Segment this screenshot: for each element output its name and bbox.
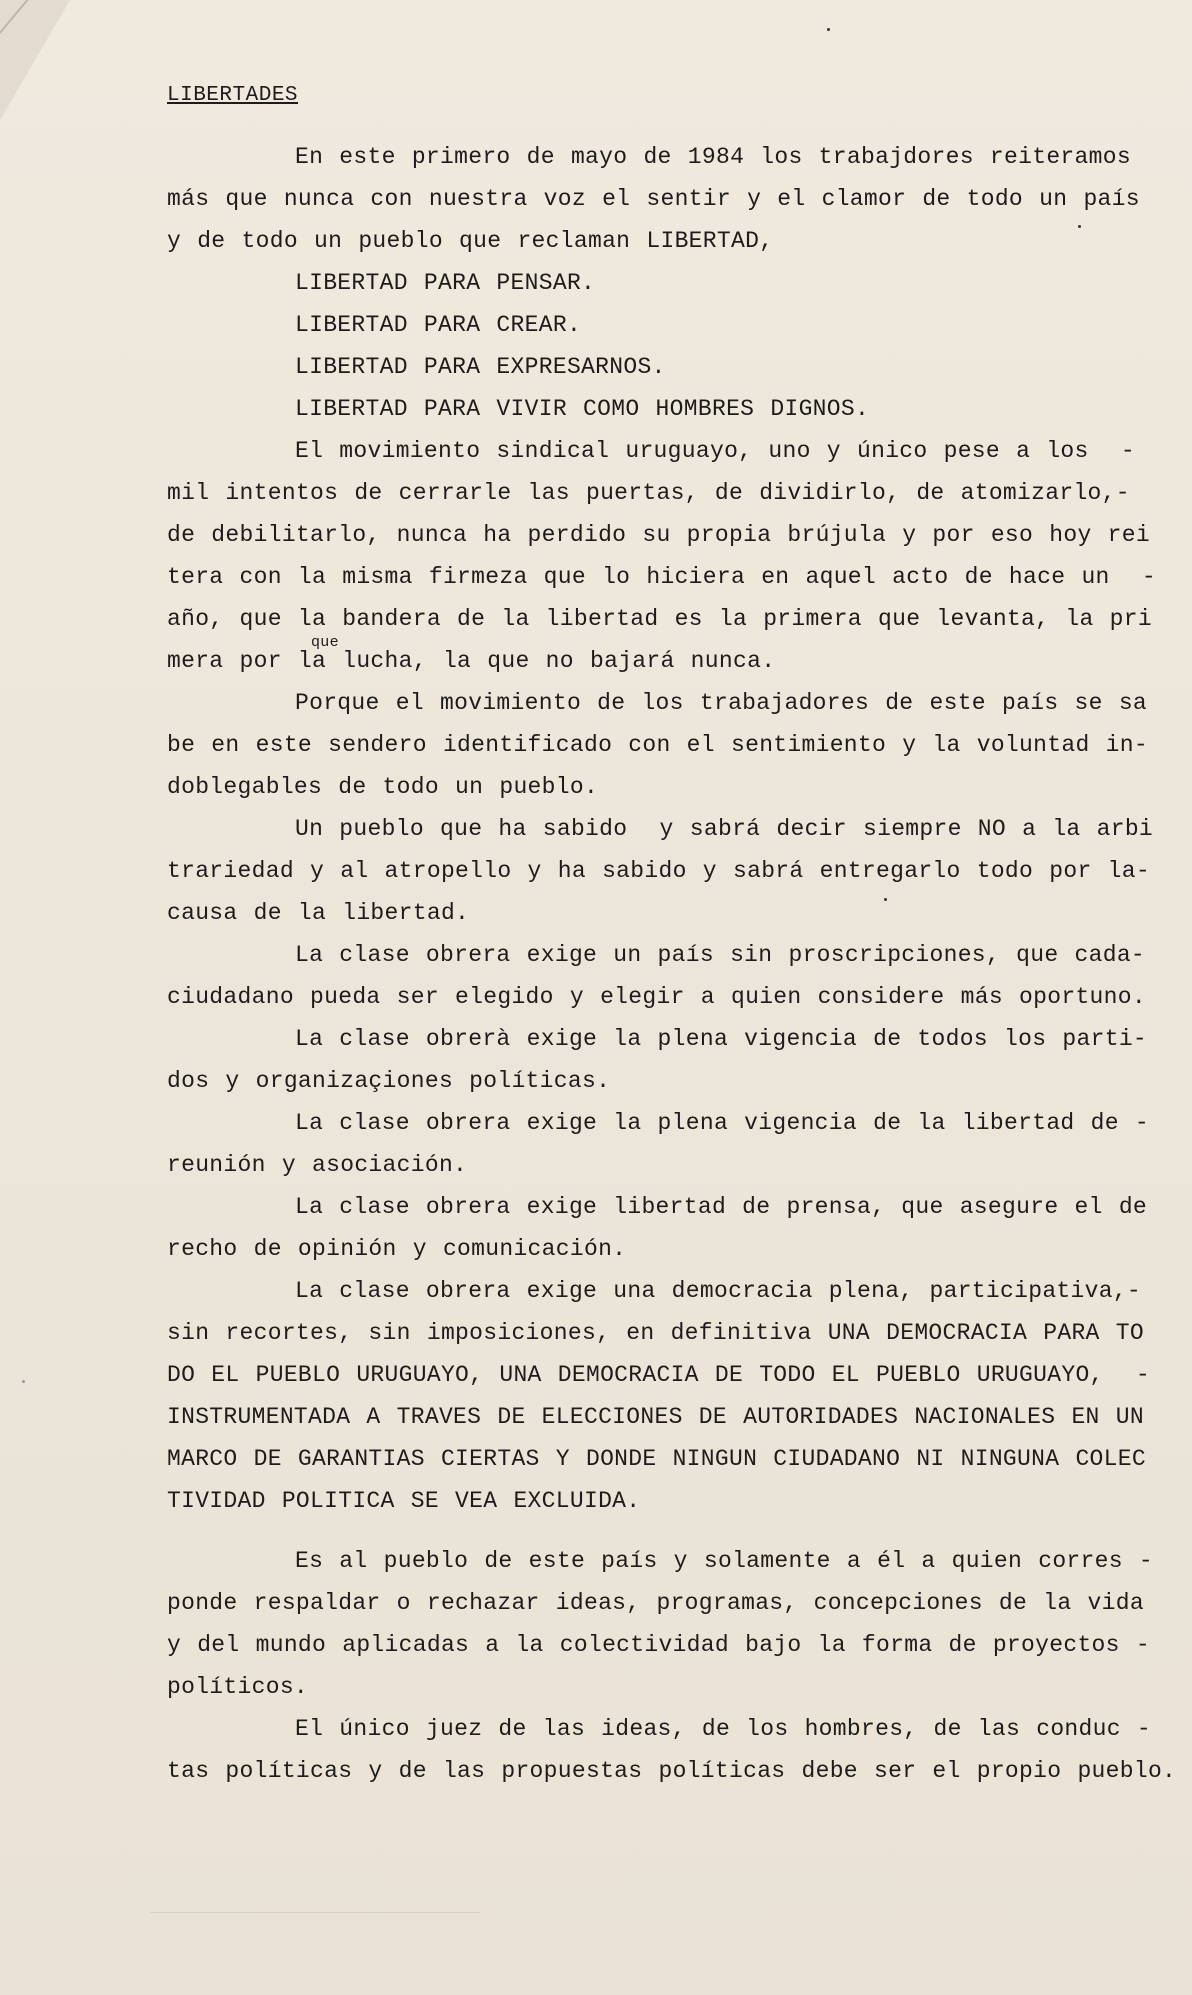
text-line: MARCO DE GARANTIAS CIERTAS Y DONDE NINGUN CIUDADANO NI NINGUNA COLEC	[167, 1446, 1146, 1472]
text-line: causa de la libertad.	[167, 900, 470, 926]
text-line: tera con la misma firmeza que lo hiciera en aquel acto de hace un -	[167, 564, 1156, 590]
text-line: doblegables de todo un pueblo.	[167, 774, 599, 800]
text-line: dos y organizaçiones políticas.	[167, 1068, 611, 1094]
text-line: TIVIDAD POLITICA SE VEA EXCLUIDA.	[167, 1488, 641, 1514]
paper-speck	[827, 28, 830, 31]
paper-speck	[884, 898, 887, 901]
text-line: En este primero de mayo de 1984 los trabajdores reiteramos	[295, 144, 1131, 170]
text-line: Un pueblo que ha sabido y sabrá decir siempre NO a la arbi	[295, 816, 1154, 842]
text-line: El movimiento sindical uruguayo, uno y único pese a los -	[295, 438, 1135, 464]
paper-speck	[1078, 225, 1081, 228]
text-line: políticos.	[167, 1674, 309, 1700]
text-line: mil intentos de cerrarle las puertas, de dividirlo, de atomizarlo,-	[167, 480, 1130, 506]
text-line: La clase obrera exige libertad de prensa, que asegure el de	[295, 1194, 1148, 1220]
text-line: mera por la lucha, la que no bajará nunca.	[167, 648, 776, 674]
text-line: ciudadano pueda ser elegido y elegir a quien considere más oportuno.	[167, 984, 1146, 1010]
text-line: La clase obrera exige una democracia plena, participativa,-	[295, 1278, 1142, 1304]
text-line: LIBERTAD PARA VIVIR COMO HOMBRES DIGNOS.	[295, 396, 870, 422]
text-line: La clase obrerà exige la plena vigencia de todos los parti-	[295, 1026, 1148, 1052]
text-line: recho de opinión y comunicación.	[167, 1236, 627, 1262]
text-line: LIBERTAD PARA PENSAR.	[295, 270, 596, 296]
text-line: INSTRUMENTADA A TRAVES DE ELECCIONES DE AUTORIDADES NACIONALES EN UN	[167, 1404, 1144, 1430]
text-line: LIBERTAD PARA EXPRESARNOS.	[295, 354, 666, 380]
paper-speck	[22, 1380, 25, 1383]
text-line: La clase obrera exige un país sin proscripciones, que cada-	[295, 942, 1146, 968]
faint-rule	[150, 1912, 480, 1913]
text-line: sin recortes, sin imposiciones, en definitiva UNA DEMOCRACIA PARA TO	[167, 1320, 1144, 1346]
document-title: LIBERTADES	[167, 84, 299, 107]
handwritten-insertion: que	[311, 634, 339, 651]
text-line: LIBERTAD PARA CREAR.	[295, 312, 582, 338]
text-line: y de todo un pueblo que reclaman LIBERTAD,	[167, 228, 774, 254]
text-line: Es al pueblo de este país y solamente a él a quien corres -	[295, 1548, 1154, 1574]
text-line: año, que la bandera de la libertad es la primera que levanta, la pri	[167, 606, 1152, 632]
text-line: tas políticas y de las propuestas políticas debe ser el propio pueblo.	[167, 1758, 1177, 1784]
text-line: be en este sendero identificado con el sentimiento y la voluntad in-	[167, 732, 1148, 758]
text-line: Porque el movimiento de los trabajadores de este país se sa	[295, 690, 1148, 716]
text-line: reunión y asociación.	[167, 1152, 468, 1178]
text-line: ponde respaldar o rechazar ideas, programas, concepciones de la vida	[167, 1590, 1144, 1616]
text-line: de debilitarlo, nunca ha perdido su propia brújula y por eso hoy rei	[167, 522, 1150, 548]
text-line: más que nunca con nuestra voz el sentir y el clamor de todo un país	[167, 186, 1140, 212]
text-line: La clase obrera exige la plena vigencia de la libertad de -	[295, 1110, 1150, 1136]
text-line: DO EL PUEBLO URUGUAYO, UNA DEMOCRACIA DE TODO EL PUEBLO URUGUAYO, -	[167, 1362, 1150, 1388]
text-line: El único juez de las ideas, de los hombres, de las conduc -	[295, 1716, 1152, 1742]
text-line: y del mundo aplicadas a la colectividad bajo la forma de proyectos -	[167, 1632, 1150, 1658]
text-line: trariedad y al atropello y ha sabido y sabrá entregarlo todo por la-	[167, 858, 1150, 884]
